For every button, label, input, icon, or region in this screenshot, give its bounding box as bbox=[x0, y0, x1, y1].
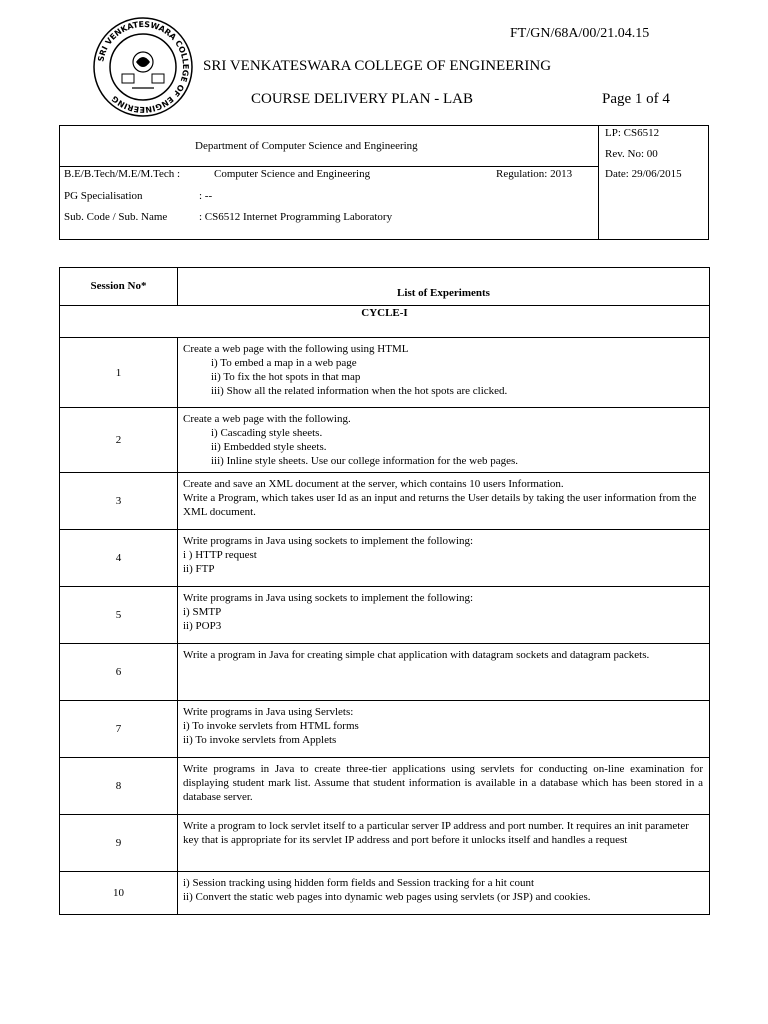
experiments-table bbox=[59, 267, 710, 915]
session-number: 1 bbox=[60, 338, 178, 408]
department-name: Department of Computer Science and Engineering bbox=[195, 140, 418, 152]
experiment-description bbox=[178, 701, 710, 758]
experiment-line: i ) HTTP request bbox=[183, 549, 257, 561]
experiment-line: Create and save an XML document at the server, which contains 10 users Information. bbox=[183, 478, 564, 490]
experiment-subitem: iii) Show all the related information when the hot spots are clicked. bbox=[211, 385, 508, 397]
table-row bbox=[60, 338, 710, 408]
subject-value: : CS6512 Internet Programming Laboratory bbox=[199, 211, 393, 223]
experiment-subitem: i) Cascading style sheets. bbox=[211, 427, 323, 439]
plan-title: COURSE DELIVERY PLAN - LAB bbox=[251, 91, 473, 107]
experiment-line: ii) To invoke servlets from Applets bbox=[183, 734, 337, 746]
experiment-line: Write programs in Java to create three-tier applications using servlets for conducting on-line examination for displaying student mark list. Assume that student information is available in a database which has been stored in a database server. bbox=[183, 763, 703, 803]
table-row bbox=[60, 530, 710, 587]
pg-label: PG Specialisation bbox=[64, 190, 143, 202]
experiment-description bbox=[178, 644, 710, 701]
experiment-line: ii) Convert the static web pages into dynamic web pages using servlets (or JSP) and cookies. bbox=[183, 891, 591, 903]
experiment-line: Write programs in Java using Servlets: bbox=[183, 706, 354, 718]
degree-label: B.E/B.Tech/M.E/M.Tech : bbox=[64, 168, 181, 180]
document-code: FT/GN/68A/00/21.04.15 bbox=[510, 26, 650, 41]
experiment-description bbox=[178, 338, 710, 408]
experiment-line: Create a web page with the following using HTML bbox=[183, 343, 409, 355]
page-number: Page 1 of 4 bbox=[602, 91, 670, 107]
cycle-row bbox=[60, 306, 710, 338]
experiment-subitem: ii) To fix the hot spots in that map bbox=[211, 371, 361, 383]
experiment-line: Create a web page with the following. bbox=[183, 413, 351, 425]
experiment-description bbox=[178, 408, 710, 473]
table-row bbox=[60, 701, 710, 758]
experiments-header: List of Experiments bbox=[178, 268, 710, 306]
session-no-header: Session No* bbox=[60, 268, 178, 306]
session-number: 3 bbox=[60, 473, 178, 530]
table-header-row bbox=[60, 268, 710, 306]
experiment-line: ii) FTP bbox=[183, 563, 215, 575]
table-row bbox=[60, 872, 710, 915]
session-number: 2 bbox=[60, 408, 178, 473]
table-row bbox=[60, 587, 710, 644]
plan-date: Date: 29/06/2015 bbox=[605, 168, 682, 180]
college-name: SRI VENKATESWARA COLLEGE OF ENGINEERING bbox=[203, 58, 552, 74]
pg-value: : -- bbox=[199, 190, 213, 202]
experiment-description bbox=[178, 473, 710, 530]
seal-ring-text: SRI VENKATESWARA COLLEGE OF ENGINEERING bbox=[96, 19, 191, 115]
degree-value: Computer Science and Engineering bbox=[214, 168, 371, 180]
college-seal-icon bbox=[92, 16, 194, 118]
session-number: 7 bbox=[60, 701, 178, 758]
session-number: 5 bbox=[60, 587, 178, 644]
session-number: 8 bbox=[60, 758, 178, 815]
experiment-description bbox=[178, 530, 710, 587]
experiment-rows bbox=[60, 338, 710, 915]
experiment-line: i) Session tracking using hidden form fields and Session tracking for a hit count bbox=[183, 877, 535, 889]
experiment-line: Write a Program, which takes user Id as an input and returns the User details by taking the user information from the XML document. bbox=[183, 492, 697, 518]
experiment-description bbox=[178, 815, 710, 872]
experiment-subitem: ii) Embedded style sheets. bbox=[211, 441, 327, 453]
experiment-line: Write a program to lock servlet itself to a particular server IP address and port number. It requires an init parameter key that is appropriate for its servlet IP address and port before it unlocks itself and handles a request bbox=[183, 820, 689, 846]
subject-label: Sub. Code / Sub. Name bbox=[64, 211, 168, 223]
table-row bbox=[60, 644, 710, 701]
cycle-label: CYCLE-I bbox=[60, 306, 710, 338]
revision-number: Rev. No: 00 bbox=[605, 148, 658, 160]
lp-code: LP: CS6512 bbox=[605, 127, 660, 139]
info-divider-vertical bbox=[598, 125, 599, 240]
session-number: 10 bbox=[60, 872, 178, 915]
experiment-subitem: i) To embed a map in a web page bbox=[211, 357, 357, 369]
table-row bbox=[60, 408, 710, 473]
experiment-description bbox=[178, 872, 710, 915]
experiment-line: ii) POP3 bbox=[183, 620, 222, 632]
session-number: 4 bbox=[60, 530, 178, 587]
table-row bbox=[60, 758, 710, 815]
experiment-line: Write a program in Java for creating simple chat application with datagram sockets and datagram packets. bbox=[183, 649, 650, 661]
experiment-description bbox=[178, 758, 710, 815]
experiment-line: Write programs in Java using sockets to implement the following: bbox=[183, 535, 474, 547]
experiment-description bbox=[178, 587, 710, 644]
session-number: 9 bbox=[60, 815, 178, 872]
table-row bbox=[60, 815, 710, 872]
table-row bbox=[60, 473, 710, 530]
regulation: Regulation: 2013 bbox=[496, 168, 573, 180]
session-number: 6 bbox=[60, 644, 178, 701]
experiment-subitem: iii) Inline style sheets. Use our college information for the web pages. bbox=[211, 455, 518, 467]
experiment-line: Write programs in Java using sockets to implement the following: bbox=[183, 592, 474, 604]
experiment-line: i) SMTP bbox=[183, 606, 222, 618]
experiment-line: i) To invoke servlets from HTML forms bbox=[183, 720, 359, 732]
info-divider-horizontal bbox=[59, 166, 599, 167]
